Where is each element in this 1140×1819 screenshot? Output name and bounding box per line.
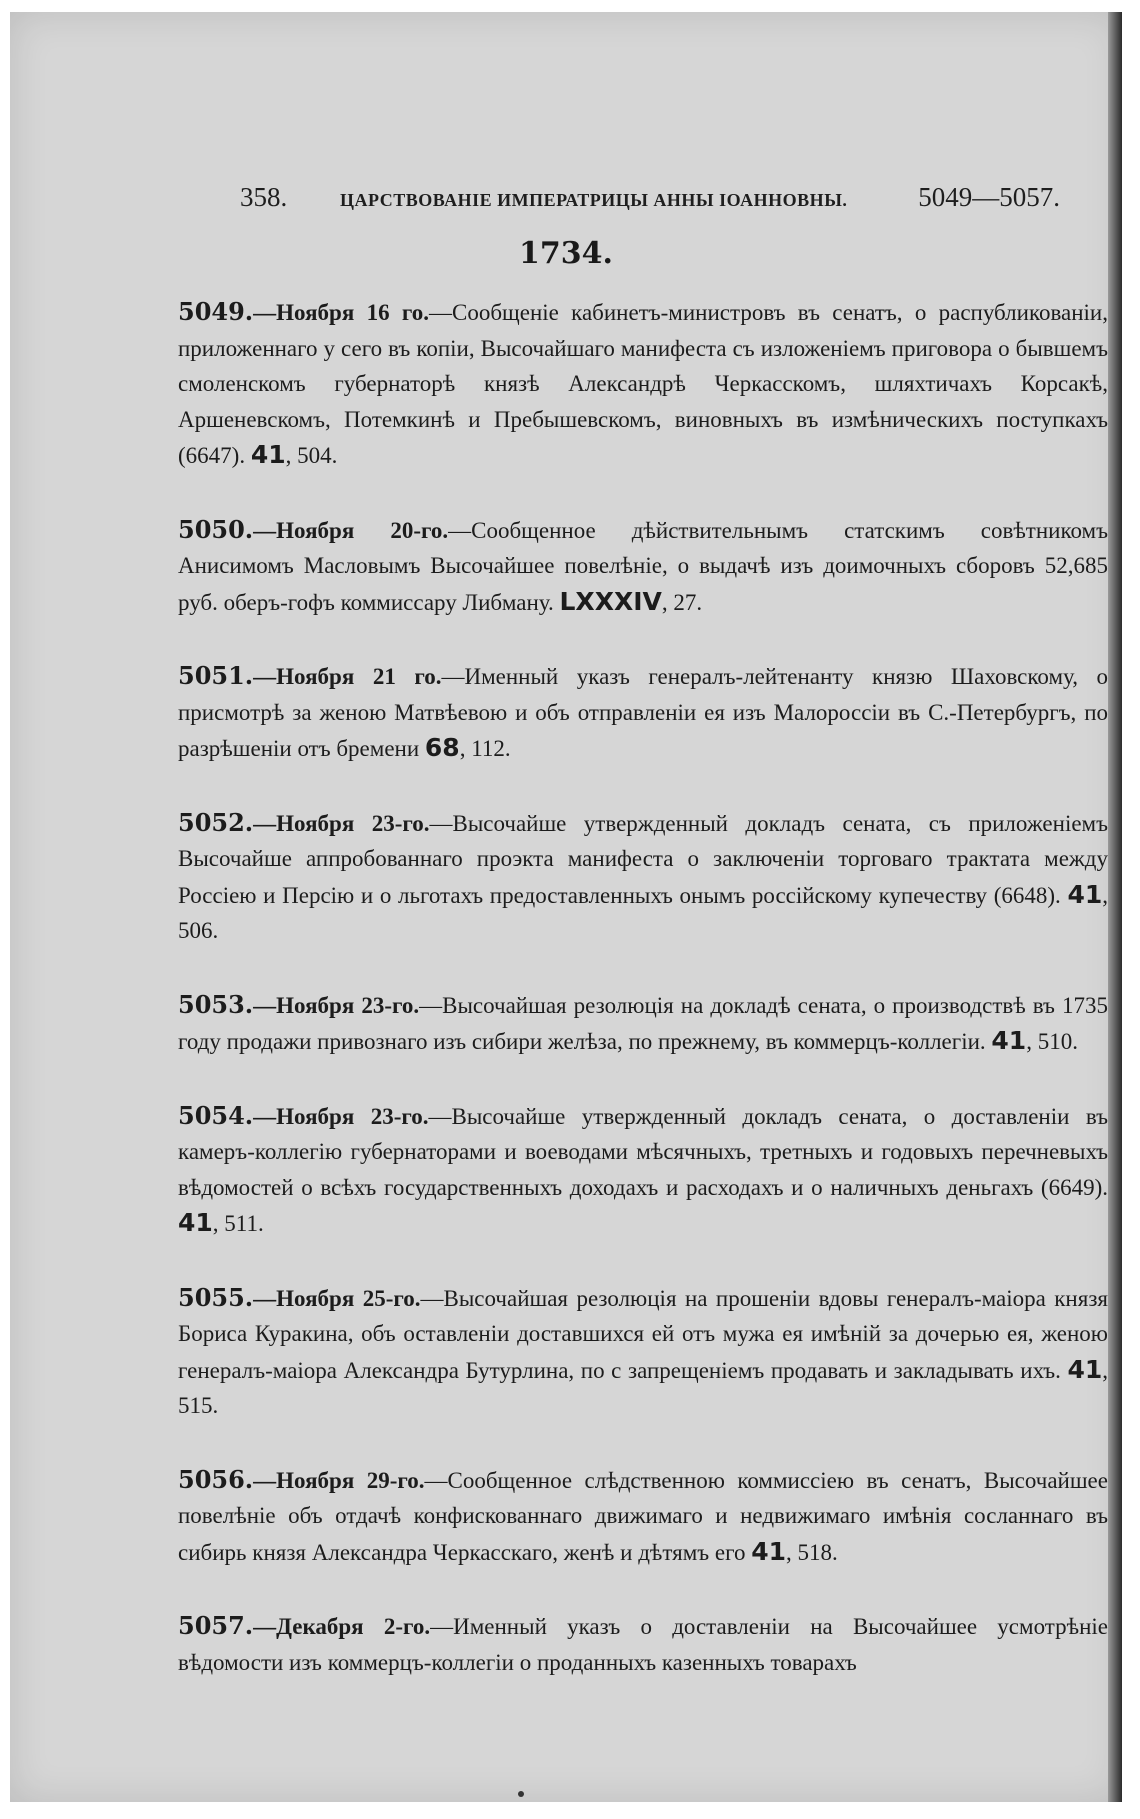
book-page <box>10 12 1122 1802</box>
entry-page-ref: , 112. <box>459 736 511 761</box>
entry-date: —Ноября 25-го. <box>253 1285 421 1311</box>
entry-text: —Высочайше утвержденный докладъ сената, о доставленіи въ камеръ-коллегію губернаторами и воеводами мѣсячныхъ, третныхъ и годовыхъ перечневыхъ вѣдомостей о всѣхъ государственныхъ доходахъ и расходахъ и о наличныхъ деньгахъ (6649). <box>178 1103 1108 1200</box>
entry-text: —Именный указъ о доставленіи на Высочайшее усмотрѣніе вѣдомости изъ коммерцъ-коллегіи о проданныхъ казенныхъ товарахъ <box>178 1614 1108 1675</box>
book-spine-shadow <box>1108 12 1122 1802</box>
entry-5051 <box>178 658 1108 767</box>
entry-5053 <box>178 987 1108 1060</box>
entry-number: 5057. <box>178 1611 254 1640</box>
entry-number: 5054. <box>178 1100 254 1130</box>
entry-page-ref: , 510. <box>1026 1029 1078 1054</box>
entry-text: —Сообщенное дѣйствительнымъ статскимъ совѣтникомъ Анисимомъ Масловымъ Высочайшее повелѣніе, о выдачѣ изъ доимочныхъ сборовъ 52,685 руб. оберъ-гофъ коммиссару Либману. <box>178 517 1108 615</box>
year-heading: 1734. <box>519 236 613 271</box>
entry-text: —Сообщеніе кабинетъ-министровъ въ сенатъ, о распубликованіи, приложеннаго у сего въ копіи, Высочайшаго манифеста съ изложеніемъ приговора о бывшемъ смоленскомъ губернаторѣ князѣ Александрѣ Черкасскомъ, шляхтичахъ Корсакѣ, Аршеневскомъ, Потемкинѣ и Пребышевскомъ, виновныхъ въ измѣническихъ поступкахъ (6647). <box>178 300 1108 468</box>
entry-5050 <box>178 512 1108 621</box>
entry-text: —Высочайшая резолюція на докладѣ сената, о производствѣ въ 1735 году продажи привознаго изъ сибири желѣза, по прежнему, въ коммерцъ-коллегіи. <box>178 992 1108 1054</box>
entry-5057 <box>178 1608 1108 1680</box>
entry-volume-ref: 41 <box>250 440 286 469</box>
entry-page-ref: , 511. <box>212 1211 264 1236</box>
entry-5049 <box>178 294 1108 474</box>
entry-text: —Высочайшая резолюція на прошеніи вдовы генералъ-маіора князя Бориса Куракина, объ оставленіи доставшихся ей отъ мужа ея имѣній за дочерью ея, женою генералъ-маіора Александра Бутурлина, по с запрещеніемъ продавать и закладывать ихъ. <box>178 1285 1108 1383</box>
entry-date: —Ноября 16 го. <box>253 300 429 325</box>
entry-number: 5052. <box>178 807 254 837</box>
page-number: 358. <box>240 182 288 212</box>
entry-text: —Сообщенное слѣдственною коммиссіею въ сенатъ, Высочайшее повелѣніе объ отдачѣ конфискованнаго движимаго и недвижимаго имѣнія сосланнаго въ сибирь князя Александра Черкасскаго, женѣ и дѣтямъ его <box>178 1467 1108 1565</box>
entry-page-ref: , 506. <box>178 882 1108 943</box>
entry-5052 <box>178 805 1108 949</box>
entry-number: 5049. <box>178 297 254 326</box>
entry-volume-ref: 68 <box>424 733 460 762</box>
entry-date: —Ноября 29-го. <box>253 1467 425 1493</box>
entry-volume-ref: 41 <box>751 1536 787 1566</box>
entry-5056 <box>178 1462 1108 1571</box>
entry-number: 5055. <box>178 1282 254 1312</box>
entry-date: —Ноября 23-го. <box>253 992 420 1018</box>
entry-volume-ref: 41 <box>1067 1354 1103 1384</box>
entry-number: 5050. <box>178 514 254 544</box>
entry-5054 <box>178 1098 1108 1242</box>
entry-date: —Декабря 2-го. <box>253 1614 431 1639</box>
entry-number: 5056. <box>178 1464 254 1494</box>
entries-list <box>178 294 1108 1718</box>
entry-number: 5051. <box>178 661 254 690</box>
entry-page-ref: , 515. <box>178 1357 1109 1418</box>
entry-number: 5053. <box>178 989 254 1019</box>
entry-volume-ref: 41 <box>991 1026 1027 1055</box>
entry-page-ref: , 27. <box>661 589 703 615</box>
entry-date: —Ноября 21 го. <box>253 664 442 689</box>
entry-text: —Именный указъ генералъ-лейтенанту князю Шаховскому, о присмотрѣ за женою Матвѣевою и объ отправленіи ея изъ Малороссіи въ С.-Петербургъ, по разрѣшеніи отъ бремени <box>178 664 1108 761</box>
entry-volume-ref: 41 <box>1067 879 1103 909</box>
entry-text: —Высочайше утвержденный докладъ сената, съ приложеніемъ Высочайше аппробованнаго проэкта манифеста о заключеніи торговаго трактата между Россіею и Персію и о льготахъ предоставленныхъ онымъ россійскому купечеству (6648). <box>178 810 1108 908</box>
entry-date: —Ноября 23-го. <box>253 1103 429 1129</box>
ink-speck <box>518 1791 524 1797</box>
running-title: ЦАРСТВОВАНІЕ ИМПЕРАТРИЦЫ АННЫ ІОАННОВНЫ. <box>340 190 848 210</box>
entry-page-ref: , 504. <box>285 443 338 468</box>
entry-5055 <box>178 1280 1108 1424</box>
entry-date: —Ноября 20-го. <box>253 517 449 543</box>
entry-range: 5049—5057. <box>918 182 1060 212</box>
page-header <box>240 182 1060 222</box>
entry-date: —Ноября 23-го. <box>253 810 430 836</box>
entry-page-ref: , 518. <box>786 1539 838 1565</box>
entry-volume-ref: LXXXIV <box>559 586 662 616</box>
entry-volume-ref: 41 <box>178 1208 213 1237</box>
